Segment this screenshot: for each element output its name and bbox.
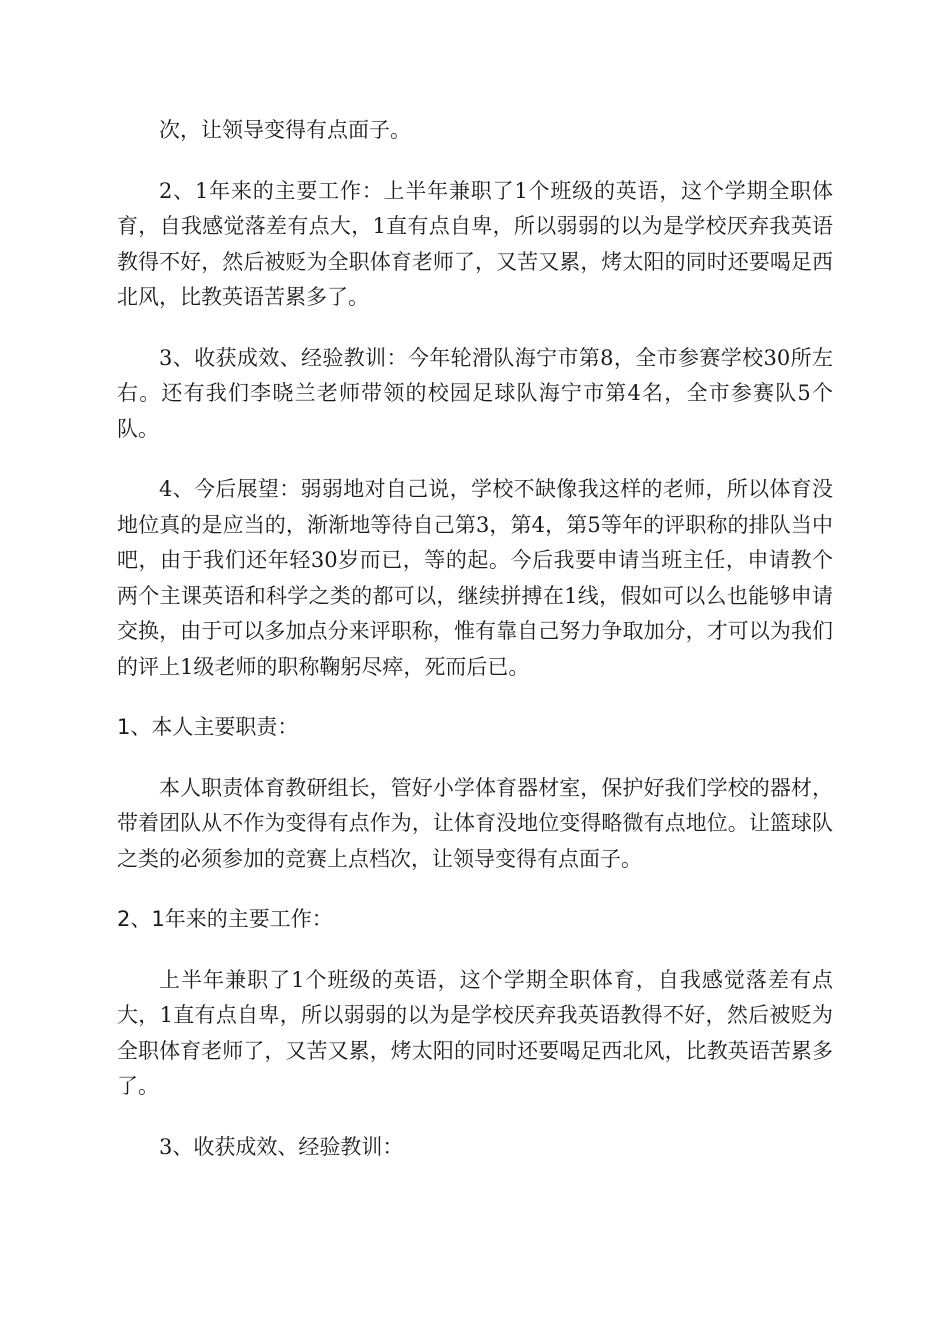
paragraph-results-summary: 3、收获成效、经验教训：今年轮滑队海宁市第8，全市参赛学校30所左右。还有我们李晓兰老师带领的校园足球队海宁市第4名，全市参赛队5个队。 xyxy=(117,345,833,441)
paragraph-outlook: 4、今后展望：弱弱地对自己说，学校不缺像我这样的老师，所以体育没地位真的是应当的，渐渐地等待自己第3，第4，第5等年的评职称的排队当中吧，由于我们还年轻30岁而已，等的起。今后我要申请当班主任，申请教个两个主课英语和科学之类的都可以，继续拼搏在1线，假如可以么也能够申请交换，由于可以多加点分来评职称，惟有靠自己努力争取加分，才可以为我们的评上1级老师的职称鞠躬尽瘁，死而后已。 xyxy=(117,477,833,679)
document-body xyxy=(117,113,833,1190)
heading-results: 3、收获成效、经验教训： xyxy=(159,1134,404,1159)
paragraph-work: 上半年兼职了1个班级的英语，这个学期全职体育，自我感觉落差有点大，1直有点自卑，所以弱弱的以为是学校厌弃我英语教得不好，然后被贬为全职体育老师了，又苦又累，烤太阳的同时还要喝足西北风，比教英语苦累多了。 xyxy=(117,967,833,1098)
paragraph-duties: 本人职责体育教研组长，管好小学体育器材室，保护好我们学校的器材，带着团队从不作为变得有点作为，让体育没地位变得略微有点地位。让篮球队之类的必须参加的竞赛上点档次，让领导变得有点面子。 xyxy=(117,775,833,871)
heading-work: 2、1年来的主要工作： xyxy=(117,907,333,931)
heading-duties: 1、本人主要职责： xyxy=(117,715,299,739)
paragraph-continuation: 次，让领导变得有点面子。 xyxy=(159,118,411,142)
paragraph-work-summary: 2、1年来的主要工作：上半年兼职了1个班级的英语，这个学期全职体育，自我感觉落差有点大，1直有点自卑，所以弱弱的以为是学校厌弃我英语教得不好，然后被贬为全职体育老师了，又苦又累，烤太阳的同时还要喝足西北风，比教英语苦累多了。 xyxy=(117,178,833,309)
